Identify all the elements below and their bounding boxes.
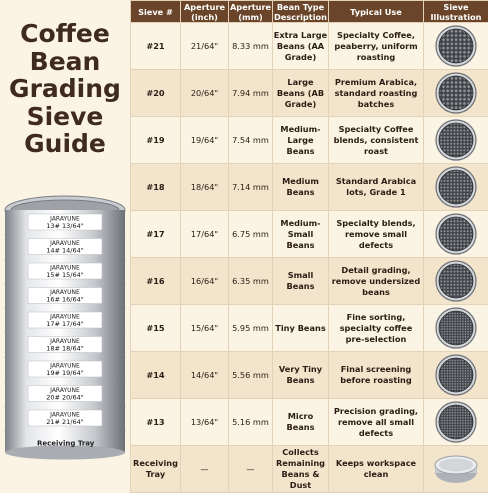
typical-use-cell: Specialty blends, remove small defects xyxy=(329,211,424,258)
title-line: Guide xyxy=(0,130,130,158)
table-row xyxy=(131,23,488,70)
title-line: Sieve xyxy=(0,103,130,131)
table-row xyxy=(131,164,488,211)
stack-brand-label: JARAYUNE xyxy=(49,412,80,419)
aperture-mm-cell: 5.56 mm xyxy=(229,352,273,399)
sieve-illustration-cell xyxy=(424,258,488,305)
typical-use-cell: Specialty Coffee, peaberry, uniform roasting xyxy=(329,23,424,70)
stack-brand-label: JARAYUNE xyxy=(49,363,80,370)
title-line: Grading xyxy=(0,75,130,103)
typical-use-cell: Precision grading, remove all small defects xyxy=(329,399,424,446)
typical-use-cell: Standard Arabica lots, Grade 1 xyxy=(329,164,424,211)
sieve-illustration-cell xyxy=(424,211,488,258)
bean-type-cell: Tiny Beans xyxy=(273,305,329,352)
aperture-inch-cell: 13/64" xyxy=(181,399,229,446)
aperture-mm-cell: 6.75 mm xyxy=(229,211,273,258)
mesh-sieve-icon xyxy=(433,119,479,161)
header-sieve: Sieve # xyxy=(131,1,181,23)
sieve-number-cell: #21 xyxy=(131,23,181,70)
stack-size-label: 18# 18/64" xyxy=(46,345,84,353)
aperture-mm-cell: 5.95 mm xyxy=(229,305,273,352)
aperture-mm-cell: 7.54 mm xyxy=(229,117,273,164)
sieve-illustration-cell xyxy=(424,305,488,352)
coarse-mesh-sieve-icon xyxy=(433,25,479,67)
stack-brand-label: JARAYUNE xyxy=(49,289,80,296)
typical-use-cell: Specialty Coffee blends, consistent roast xyxy=(329,117,424,164)
typical-use-cell: Detail grading, remove undersized beans xyxy=(329,258,424,305)
sieve-number-cell: #15 xyxy=(131,305,181,352)
stack-brand-label: JARAYUNE xyxy=(49,338,80,345)
header-illustration: Sieve Illustration xyxy=(424,1,488,23)
stack-tray-label: Receiving Tray xyxy=(37,440,95,448)
bean-type-cell: Small Beans xyxy=(273,258,329,305)
table-row xyxy=(131,258,488,305)
table-row xyxy=(131,446,488,493)
sieve-illustration-cell xyxy=(424,352,488,399)
aperture-mm-cell: 5.16 mm xyxy=(229,399,273,446)
sieve-table xyxy=(130,0,488,493)
header-aperture-inch: Aperture (inch) xyxy=(181,1,229,23)
mesh-sieve-icon xyxy=(433,166,479,208)
aperture-mm-cell: 7.14 mm xyxy=(229,164,273,211)
sieve-illustration-cell xyxy=(424,117,488,164)
table-row xyxy=(131,352,488,399)
stack-size-label: 20# 20/64" xyxy=(46,394,84,402)
fine-mesh-sieve-icon xyxy=(433,354,479,396)
mesh-sieve-icon xyxy=(433,213,479,255)
header-aperture-mm: Aperture (mm) xyxy=(229,1,273,23)
coarse-mesh-sieve-icon xyxy=(433,72,479,114)
typical-use-cell: Keeps workspace clean xyxy=(329,446,424,493)
fine-mesh-sieve-icon xyxy=(433,401,479,443)
bean-type-cell: Extra Large Beans (AA Grade) xyxy=(273,23,329,70)
stack-brand-label: JARAYUNE xyxy=(49,240,80,247)
stack-brand-label: JARAYUNE xyxy=(49,265,80,272)
receiving-tray-icon xyxy=(433,448,479,490)
stack-brand-label: JARAYUNE xyxy=(49,387,80,394)
stack-size-label: 13# 13/64" xyxy=(46,222,84,230)
sieve-number-cell: #19 xyxy=(131,117,181,164)
sieve-number-cell: #17 xyxy=(131,211,181,258)
bean-type-cell: Collects Remaining Beans & Dust xyxy=(273,446,329,493)
sieve-number-cell: #13 xyxy=(131,399,181,446)
aperture-mm-cell: 6.35 mm xyxy=(229,258,273,305)
bean-type-cell: Large Beans (AB Grade) xyxy=(273,70,329,117)
header-typical-use: Typical Use xyxy=(329,1,424,23)
bean-type-cell: Medium Beans xyxy=(273,164,329,211)
table-row xyxy=(131,399,488,446)
stack-receiving-tray xyxy=(5,431,125,460)
title-line: Coffee xyxy=(0,20,130,48)
sieve-number-cell: #14 xyxy=(131,352,181,399)
mesh-sieve-icon xyxy=(433,260,479,302)
stack-size-label: 15# 15/64" xyxy=(46,271,84,279)
aperture-inch-cell: 20/64" xyxy=(181,70,229,117)
table-row xyxy=(131,70,488,117)
aperture-mm-cell: 7.94 mm xyxy=(229,70,273,117)
title-line: Bean xyxy=(0,48,130,76)
aperture-mm-cell: — xyxy=(229,446,273,493)
sieve-illustration-cell xyxy=(424,446,488,493)
stack-size-label: 16# 16/64" xyxy=(46,296,84,304)
aperture-inch-cell: 14/64" xyxy=(181,352,229,399)
aperture-inch-cell: 18/64" xyxy=(181,164,229,211)
bean-type-cell: Very Tiny Beans xyxy=(273,352,329,399)
sieve-number-cell: #16 xyxy=(131,258,181,305)
stack-size-label: 19# 19/64" xyxy=(46,369,84,377)
aperture-inch-cell: 15/64" xyxy=(181,305,229,352)
aperture-inch-cell: 17/64" xyxy=(181,211,229,258)
table-row xyxy=(131,211,488,258)
typical-use-cell: Premium Arabica, standard roasting batches xyxy=(329,70,424,117)
typical-use-cell: Final screening before roasting xyxy=(329,352,424,399)
stack-size-label: 21# 21/64" xyxy=(46,418,84,426)
stack-brand-label: JARAYUNE xyxy=(49,216,80,223)
aperture-mm-cell: 8.33 mm xyxy=(229,23,273,70)
stack-size-label: 17# 17/64" xyxy=(46,320,84,328)
table-row xyxy=(131,305,488,352)
sieve-number-cell: #20 xyxy=(131,70,181,117)
bean-type-cell: Micro Beans xyxy=(273,399,329,446)
aperture-inch-cell: 19/64" xyxy=(181,117,229,164)
table-header-row xyxy=(131,1,488,23)
sieve-illustration-cell xyxy=(424,164,488,211)
aperture-inch-cell: 21/64" xyxy=(181,23,229,70)
stack-brand-label: JARAYUNE xyxy=(49,314,80,321)
aperture-inch-cell: — xyxy=(181,446,229,493)
sieve-illustration-cell xyxy=(424,399,488,446)
sieve-illustration-cell xyxy=(424,70,488,117)
guide-title xyxy=(0,20,130,158)
table-row xyxy=(131,117,488,164)
stack-size-label: 14# 14/64" xyxy=(46,247,84,255)
typical-use-cell: Fine sorting, specialty coffee pre-selection xyxy=(329,305,424,352)
sieve-number-cell: Receiving Tray xyxy=(131,446,181,493)
header-bean-type: Bean Type Description xyxy=(273,1,329,23)
sieve-number-cell: #18 xyxy=(131,164,181,211)
bean-type-cell: Medium-Small Beans xyxy=(273,211,329,258)
fine-mesh-sieve-icon xyxy=(433,307,479,349)
sieve-stack-image xyxy=(0,190,130,480)
sieve-illustration-cell xyxy=(424,23,488,70)
aperture-inch-cell: 16/64" xyxy=(181,258,229,305)
bean-type-cell: Medium-Large Beans xyxy=(273,117,329,164)
